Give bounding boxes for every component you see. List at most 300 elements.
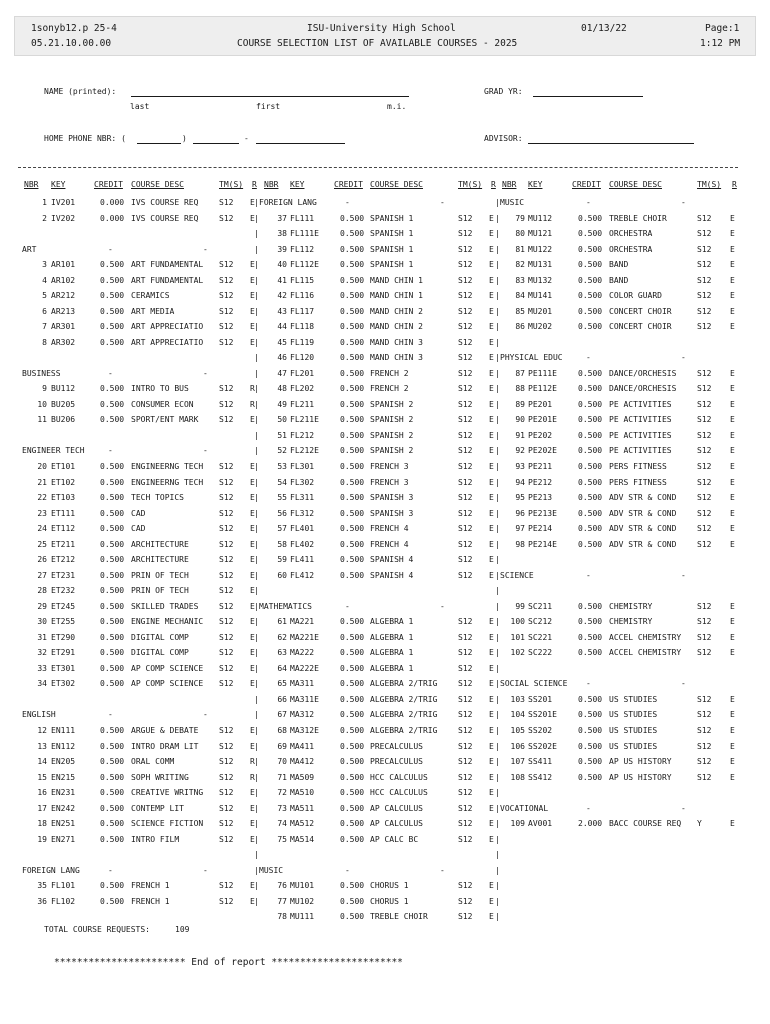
course-number: 93 bbox=[515, 462, 525, 471]
column-divider: | bbox=[254, 694, 259, 704]
course-requirement: E bbox=[250, 570, 255, 580]
course-number: 105 bbox=[510, 726, 525, 736]
column-divider: | bbox=[495, 694, 500, 704]
course-key: FL201 bbox=[290, 368, 315, 378]
course-number: 76 bbox=[277, 881, 287, 891]
course-credit: 0.500 bbox=[578, 493, 603, 503]
course-requirement: R bbox=[250, 772, 255, 782]
course-key: MA221E bbox=[290, 632, 319, 642]
header-course-desc: COURSE DESC bbox=[370, 180, 423, 189]
course-key: EN242 bbox=[51, 803, 76, 813]
course-key: AR301 bbox=[51, 322, 76, 332]
course-requirement: E bbox=[730, 694, 735, 704]
column-divider: | bbox=[254, 306, 259, 316]
column-divider: | bbox=[254, 477, 259, 487]
course-desc: US STUDIES bbox=[609, 741, 658, 751]
course-desc: US STUDIES bbox=[609, 726, 658, 736]
course-number: 42 bbox=[277, 291, 287, 301]
course-desc: CONCERT CHOIR bbox=[609, 306, 672, 316]
course-credit: 0.500 bbox=[340, 524, 365, 534]
course-key: SS201E bbox=[528, 710, 557, 720]
course-term: S12 bbox=[458, 446, 473, 456]
course-key: MA512 bbox=[290, 819, 315, 829]
course-credit: 0.500 bbox=[578, 477, 603, 487]
course-desc: ART FUNDAMENTAL bbox=[131, 260, 204, 270]
total-requests-label: TOTAL COURSE REQUESTS: bbox=[44, 925, 150, 934]
course-key: AR212 bbox=[51, 291, 76, 301]
course-requirement: E bbox=[250, 213, 255, 223]
course-number: 14 bbox=[37, 757, 47, 767]
course-desc: CREATIVE WRITNG bbox=[131, 788, 204, 798]
column-divider: | bbox=[254, 896, 259, 906]
course-desc: ACCEL CHEMISTRY bbox=[609, 648, 682, 658]
column-divider: | bbox=[495, 462, 500, 471]
column-divider: | bbox=[254, 788, 259, 798]
course-key: SS412 bbox=[528, 772, 553, 782]
course-credit: 0.500 bbox=[340, 430, 365, 440]
section-heading: BUSINESS bbox=[22, 368, 61, 378]
course-key: ET102 bbox=[51, 477, 76, 487]
course-term: S12 bbox=[458, 493, 473, 503]
course-key: IV201 bbox=[51, 198, 76, 207]
course-credit: 0.500 bbox=[100, 834, 125, 844]
course-requirement: E bbox=[489, 508, 494, 518]
course-desc: FRENCH 4 bbox=[370, 539, 409, 549]
course-key: PE213 bbox=[528, 493, 553, 503]
course-desc: ADV STR & COND bbox=[609, 539, 677, 549]
course-requirement: E bbox=[250, 741, 255, 751]
course-desc: SOPH WRITING bbox=[131, 772, 189, 782]
course-requirement: E bbox=[489, 632, 494, 642]
section-heading: ART bbox=[22, 244, 37, 254]
course-number: 87 bbox=[515, 368, 525, 378]
course-key: FL101 bbox=[51, 881, 76, 891]
phone-area-code-field[interactable] bbox=[137, 143, 181, 144]
course-key: PE214E bbox=[528, 539, 557, 549]
course-requirement: E bbox=[489, 399, 494, 409]
column-divider: | bbox=[254, 415, 259, 425]
course-credit: 0.500 bbox=[100, 306, 125, 316]
course-number: 91 bbox=[515, 430, 525, 440]
course-desc: SPANISH 4 bbox=[370, 555, 414, 565]
course-desc: ARCHITECTURE bbox=[131, 539, 189, 549]
course-credit: 0.500 bbox=[578, 648, 603, 658]
course-key: BU205 bbox=[51, 399, 76, 409]
column-divider: | bbox=[254, 881, 259, 891]
course-credit: 0.500 bbox=[340, 741, 365, 751]
course-key: FL401 bbox=[290, 524, 315, 534]
course-key: AR102 bbox=[51, 275, 76, 285]
course-term: S12 bbox=[219, 213, 234, 223]
course-key: FL212E bbox=[290, 446, 319, 456]
course-term: S12 bbox=[697, 617, 712, 627]
column-divider: | bbox=[495, 430, 500, 440]
course-desc: MAND CHIN 2 bbox=[370, 306, 423, 316]
course-term: S12 bbox=[697, 741, 712, 751]
course-credit: 0.500 bbox=[340, 462, 365, 471]
course-key: FL212 bbox=[290, 430, 315, 440]
course-requirement: E bbox=[489, 679, 494, 689]
course-requirement: E bbox=[250, 539, 255, 549]
course-number: 15 bbox=[37, 772, 47, 782]
course-credit: 0.500 bbox=[100, 508, 125, 518]
course-credit: 0.500 bbox=[100, 291, 125, 301]
course-requirement: E bbox=[730, 306, 735, 316]
course-number: 21 bbox=[37, 477, 47, 487]
section-heading-dash: - bbox=[681, 803, 686, 813]
course-key: ET245 bbox=[51, 601, 76, 611]
course-credit: 0.500 bbox=[340, 446, 365, 456]
course-term: S12 bbox=[458, 415, 473, 425]
course-term: S12 bbox=[697, 757, 712, 767]
course-key: MA514 bbox=[290, 834, 315, 844]
column-divider: | bbox=[495, 353, 500, 363]
advisor-field[interactable] bbox=[528, 143, 694, 144]
course-term: S12 bbox=[697, 229, 712, 239]
course-term: S12 bbox=[697, 384, 712, 394]
course-key: MU111 bbox=[290, 912, 315, 922]
column-divider: | bbox=[254, 710, 259, 720]
middle-initial-sublabel: m.i. bbox=[387, 102, 407, 111]
course-credit: 0.500 bbox=[100, 539, 125, 549]
course-term: S12 bbox=[458, 648, 473, 658]
course-desc: TECH TOPICS bbox=[131, 493, 184, 503]
section-heading: PHYSICAL EDUC bbox=[500, 353, 563, 363]
column-divider: | bbox=[254, 663, 259, 673]
course-number: 34 bbox=[37, 679, 47, 689]
header-tms: TM(S) bbox=[219, 180, 244, 189]
course-number: 31 bbox=[37, 632, 47, 642]
course-number: 56 bbox=[277, 508, 287, 518]
section-heading: ENGINEER TECH bbox=[22, 446, 85, 456]
course-credit: 0.500 bbox=[100, 260, 125, 270]
header-nbr: NBR bbox=[502, 180, 517, 189]
course-credit: 0.500 bbox=[340, 368, 365, 378]
course-number: 101 bbox=[510, 632, 525, 642]
course-credit: 0.500 bbox=[100, 896, 125, 906]
section-heading: MUSIC bbox=[500, 198, 525, 207]
course-credit: 0.000 bbox=[100, 213, 125, 223]
section-heading-dash: - bbox=[681, 570, 686, 580]
header-r: R bbox=[491, 180, 496, 189]
course-desc: AP COMP SCIENCE bbox=[131, 663, 204, 673]
course-key: EN271 bbox=[51, 834, 76, 844]
course-desc: MAND CHIN 2 bbox=[370, 322, 423, 332]
course-key: MU121 bbox=[528, 229, 553, 239]
course-term: S12 bbox=[219, 617, 234, 627]
grad-year-field[interactable] bbox=[533, 96, 643, 97]
column-divider: | bbox=[254, 679, 259, 689]
course-credit: 0.500 bbox=[100, 462, 125, 471]
course-term: S12 bbox=[697, 726, 712, 736]
course-number: 59 bbox=[277, 555, 287, 565]
course-desc: PRECALCULUS bbox=[370, 741, 423, 751]
course-desc: CONSUMER ECON bbox=[131, 399, 194, 409]
course-credit: 0.500 bbox=[340, 508, 365, 518]
column-divider: | bbox=[254, 757, 259, 767]
course-number: 36 bbox=[37, 896, 47, 906]
course-desc: US STUDIES bbox=[609, 710, 658, 720]
course-requirement: E bbox=[730, 617, 735, 627]
course-number: 18 bbox=[37, 819, 47, 829]
name-label: NAME (printed): bbox=[44, 87, 117, 96]
course-credit: 0.500 bbox=[100, 337, 125, 347]
course-credit: 0.500 bbox=[100, 726, 125, 736]
course-desc: ALGEBRA 1 bbox=[370, 663, 414, 673]
course-desc: INTRO DRAM LIT bbox=[131, 741, 199, 751]
course-term: S12 bbox=[458, 803, 473, 813]
course-number: 104 bbox=[510, 710, 525, 720]
course-key: MA312 bbox=[290, 710, 315, 720]
report-time: 1:12 PM bbox=[700, 38, 741, 49]
course-desc: ALGEBRA 2/TRIG bbox=[370, 694, 438, 704]
course-desc: DIGITAL COMP bbox=[131, 648, 189, 658]
course-desc: ART APPRECIATIO bbox=[131, 322, 204, 332]
course-requirement: E bbox=[730, 260, 735, 270]
course-desc: ALGEBRA 1 bbox=[370, 632, 414, 642]
course-key: FL111E bbox=[290, 229, 319, 239]
course-key: AR302 bbox=[51, 337, 76, 347]
section-heading-dash: - bbox=[203, 865, 208, 875]
course-term: S12 bbox=[697, 415, 712, 425]
course-number: 25 bbox=[37, 539, 47, 549]
course-term: S12 bbox=[458, 229, 473, 239]
course-number: 26 bbox=[37, 555, 47, 565]
course-number: 58 bbox=[277, 539, 287, 549]
course-desc: DANCE/ORCHESIS bbox=[609, 384, 677, 394]
course-key: FL118 bbox=[290, 322, 315, 332]
section-heading-dash: - bbox=[203, 368, 208, 378]
phone-line-field[interactable] bbox=[256, 143, 345, 144]
course-credit: 0.500 bbox=[340, 881, 365, 891]
section-heading-dash: - bbox=[108, 710, 113, 720]
course-desc: MAND CHIN 3 bbox=[370, 337, 423, 347]
course-desc: AP CALCULUS bbox=[370, 803, 423, 813]
course-desc: ENGINEERNG TECH bbox=[131, 462, 204, 471]
course-credit: 0.500 bbox=[578, 694, 603, 704]
course-credit: 0.500 bbox=[340, 353, 365, 363]
course-desc: SPANISH 3 bbox=[370, 493, 414, 503]
course-credit: 0.500 bbox=[100, 275, 125, 285]
column-divider: | bbox=[495, 586, 500, 596]
course-key: SC222 bbox=[528, 648, 553, 658]
course-term: S12 bbox=[458, 679, 473, 689]
header-r: R bbox=[732, 180, 737, 189]
course-term: S12 bbox=[458, 570, 473, 580]
course-credit: 0.500 bbox=[578, 772, 603, 782]
course-requirement: E bbox=[730, 322, 735, 332]
course-key: FL302 bbox=[290, 477, 315, 487]
course-requirement: E bbox=[730, 229, 735, 239]
course-key: MU132 bbox=[528, 275, 553, 285]
course-credit: 0.500 bbox=[578, 415, 603, 425]
section-heading: FOREIGN LANG bbox=[22, 865, 80, 875]
section-heading-dash: - bbox=[586, 570, 591, 580]
course-term: S12 bbox=[697, 260, 712, 270]
course-key: MA412 bbox=[290, 757, 315, 767]
course-credit: 0.500 bbox=[100, 601, 125, 611]
column-divider: | bbox=[254, 462, 259, 471]
course-term: S12 bbox=[458, 617, 473, 627]
course-number: 55 bbox=[277, 493, 287, 503]
course-term: S12 bbox=[458, 772, 473, 782]
course-number: 2 bbox=[42, 213, 47, 223]
course-requirement: E bbox=[489, 384, 494, 394]
course-desc: MAND CHIN 1 bbox=[370, 275, 423, 285]
course-desc: ENGINE MECHANIC bbox=[131, 617, 204, 627]
course-key: SS202E bbox=[528, 741, 557, 751]
course-number: 84 bbox=[515, 291, 525, 301]
course-desc: CHORUS 1 bbox=[370, 896, 409, 906]
header-tms: TM(S) bbox=[458, 180, 483, 189]
course-requirement: E bbox=[250, 275, 255, 285]
course-key: FL301 bbox=[290, 462, 315, 471]
section-heading-dash: - bbox=[203, 244, 208, 254]
course-number: 22 bbox=[37, 493, 47, 503]
course-key: MU102 bbox=[290, 896, 315, 906]
header-r: R bbox=[252, 180, 257, 189]
course-key: FL120 bbox=[290, 353, 315, 363]
course-desc: ALGEBRA 2/TRIG bbox=[370, 679, 438, 689]
course-requirement: E bbox=[730, 213, 735, 223]
course-term: S12 bbox=[697, 524, 712, 534]
course-term: S12 bbox=[697, 306, 712, 316]
course-requirement: E bbox=[250, 803, 255, 813]
name-field[interactable] bbox=[131, 96, 409, 97]
course-requirement: E bbox=[489, 477, 494, 487]
course-requirement: E bbox=[250, 726, 255, 736]
course-credit: 0.500 bbox=[100, 881, 125, 891]
course-credit: 0.500 bbox=[340, 493, 365, 503]
course-number: 74 bbox=[277, 819, 287, 829]
course-desc: FRENCH 1 bbox=[131, 896, 170, 906]
course-desc: AP CALC BC bbox=[370, 834, 419, 844]
course-number: 10 bbox=[37, 399, 47, 409]
course-desc: FRENCH 3 bbox=[370, 462, 409, 471]
course-requirement: E bbox=[730, 601, 735, 611]
course-requirement: E bbox=[489, 694, 494, 704]
column-divider: | bbox=[495, 632, 500, 642]
course-term: S12 bbox=[219, 555, 234, 565]
course-number: 103 bbox=[510, 694, 525, 704]
course-requirement: E bbox=[489, 710, 494, 720]
course-key: FL202 bbox=[290, 384, 315, 394]
course-requirement: E bbox=[489, 772, 494, 782]
course-requirement: E bbox=[250, 260, 255, 270]
course-credit: 0.500 bbox=[578, 524, 603, 534]
course-term: S12 bbox=[697, 399, 712, 409]
course-key: AV001 bbox=[528, 819, 553, 829]
course-requirement: E bbox=[730, 399, 735, 409]
course-desc: ADV STR & COND bbox=[609, 508, 677, 518]
course-credit: 0.500 bbox=[578, 291, 603, 301]
course-term: S12 bbox=[697, 430, 712, 440]
course-desc: SPANISH 3 bbox=[370, 508, 414, 518]
column-divider: | bbox=[495, 477, 500, 487]
course-credit: 0.500 bbox=[340, 694, 365, 704]
course-credit: 0.500 bbox=[100, 772, 125, 782]
course-desc: BAND bbox=[609, 275, 629, 285]
course-desc: FRENCH 4 bbox=[370, 524, 409, 534]
course-requirement: E bbox=[489, 322, 494, 332]
course-credit: 0.500 bbox=[100, 617, 125, 627]
course-number: 6 bbox=[42, 306, 47, 316]
column-divider: | bbox=[254, 617, 259, 627]
course-term: S12 bbox=[219, 415, 234, 425]
course-desc: ALGEBRA 1 bbox=[370, 617, 414, 627]
course-key: FL402 bbox=[290, 539, 315, 549]
course-credit: 0.500 bbox=[340, 679, 365, 689]
course-requirement: E bbox=[489, 260, 494, 270]
column-divider: | bbox=[254, 430, 259, 440]
course-desc: ART MEDIA bbox=[131, 306, 175, 316]
course-credit: 0.500 bbox=[340, 663, 365, 673]
column-divider: | bbox=[495, 757, 500, 767]
course-number: 108 bbox=[510, 772, 525, 782]
course-credit: 0.500 bbox=[100, 384, 125, 394]
course-term: S12 bbox=[458, 508, 473, 518]
course-credit: 0.500 bbox=[100, 586, 125, 596]
course-key: ET112 bbox=[51, 524, 76, 534]
course-desc: IVS COURSE REQ bbox=[131, 198, 199, 207]
course-desc: CONCERT CHOIR bbox=[609, 322, 672, 332]
column-divider: | bbox=[254, 337, 259, 347]
course-requirement: E bbox=[489, 415, 494, 425]
course-requirement: E bbox=[489, 834, 494, 844]
course-number: 61 bbox=[277, 617, 287, 627]
column-divider: | bbox=[495, 741, 500, 751]
course-term: S12 bbox=[219, 772, 234, 782]
course-desc: FRENCH 2 bbox=[370, 384, 409, 394]
course-term: S12 bbox=[219, 788, 234, 798]
course-term: S12 bbox=[219, 260, 234, 270]
course-term: S12 bbox=[458, 710, 473, 720]
course-desc: CHEMISTRY bbox=[609, 617, 653, 627]
course-requirement: E bbox=[730, 648, 735, 658]
column-divider: | bbox=[254, 291, 259, 301]
course-key: EN215 bbox=[51, 772, 76, 782]
course-requirement: E bbox=[730, 384, 735, 394]
course-term: S12 bbox=[219, 570, 234, 580]
course-term: S12 bbox=[219, 291, 234, 301]
course-term: S12 bbox=[219, 198, 234, 207]
course-desc: ALGEBRA 1 bbox=[370, 648, 414, 658]
course-desc: MAND CHIN 3 bbox=[370, 353, 423, 363]
course-term: S12 bbox=[219, 322, 234, 332]
course-key: AR213 bbox=[51, 306, 76, 316]
course-desc: HCC CALCULUS bbox=[370, 772, 428, 782]
course-desc: ORAL COMM bbox=[131, 757, 175, 767]
report-date: 01/13/22 bbox=[581, 23, 627, 34]
course-requirement: E bbox=[489, 539, 494, 549]
course-requirement: E bbox=[489, 368, 494, 378]
column-divider: | bbox=[254, 446, 259, 456]
phone-prefix-field[interactable] bbox=[193, 143, 239, 144]
course-key: ET301 bbox=[51, 663, 76, 673]
course-desc: MAND CHIN 1 bbox=[370, 291, 423, 301]
course-desc: IVS COURSE REQ bbox=[131, 213, 199, 223]
course-number: 85 bbox=[515, 306, 525, 316]
column-divider: | bbox=[495, 524, 500, 534]
course-desc: SPORT/ENT MARK bbox=[131, 415, 199, 425]
course-credit: 0.500 bbox=[340, 819, 365, 829]
phone-paren-close: ) bbox=[182, 134, 187, 143]
course-term: S12 bbox=[458, 834, 473, 844]
column-divider: | bbox=[254, 198, 259, 207]
course-credit: 0.500 bbox=[578, 229, 603, 239]
course-term: S12 bbox=[219, 384, 234, 394]
course-requirement: E bbox=[730, 462, 735, 471]
